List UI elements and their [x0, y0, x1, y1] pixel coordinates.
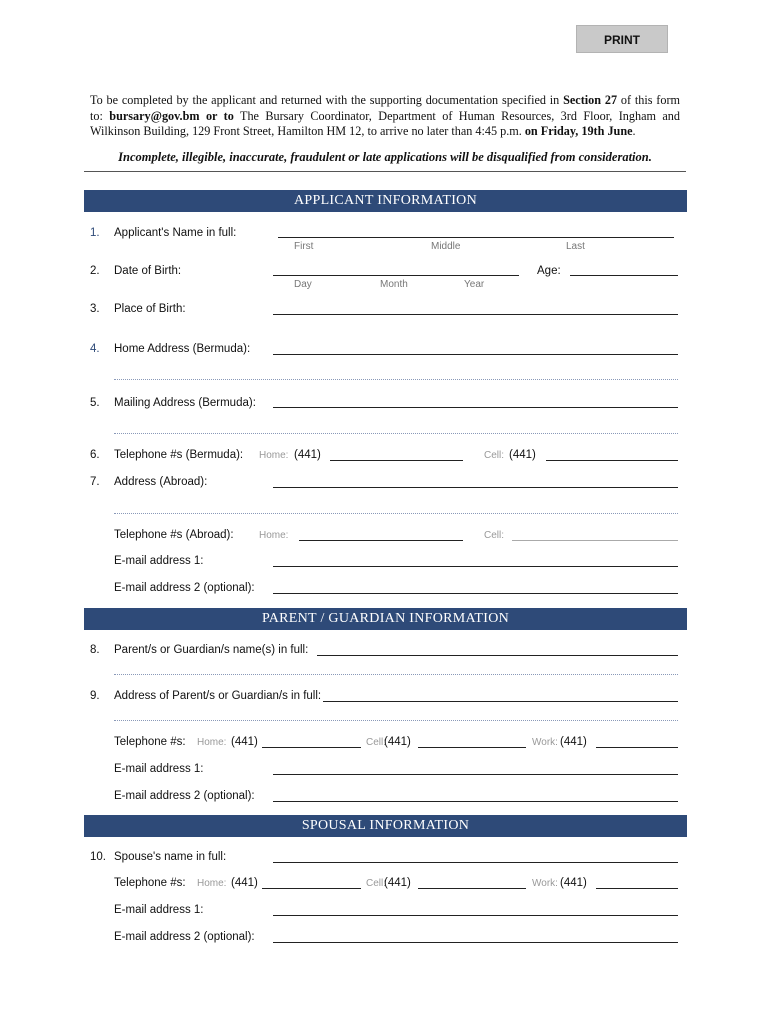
email2-field[interactable] [273, 593, 678, 594]
address-abroad-field-line2[interactable] [114, 513, 678, 514]
dob-day-caption: Day [294, 279, 312, 290]
question-number: 10. [90, 851, 106, 863]
area-code: (441) [509, 449, 536, 461]
area-code: (441) [384, 877, 411, 889]
section-reference: Section 27 [563, 93, 618, 107]
dob-month-caption: Month [380, 279, 408, 290]
question-number: 4. [90, 343, 100, 355]
parent-address-field[interactable] [323, 701, 678, 702]
parent-name-field[interactable] [317, 655, 678, 656]
spouse-email1-field[interactable] [273, 915, 678, 916]
place-of-birth-field[interactable] [273, 314, 678, 315]
cell-phone-caption: Cell: [366, 737, 387, 748]
spouse-home-phone-field[interactable] [262, 888, 361, 889]
spouse-name-field[interactable] [273, 862, 678, 863]
section-header-applicant: APPLICANT INFORMATION [84, 190, 687, 212]
spouse-email1-label: E-mail address 1: [114, 904, 204, 916]
address-abroad-label: Address (Abroad): [114, 476, 208, 488]
mailing-address-label: Mailing Address (Bermuda): [114, 397, 256, 409]
cell-phone-abroad-field[interactable] [512, 540, 678, 541]
area-code: (441) [231, 736, 258, 748]
area-code: (441) [384, 736, 411, 748]
email2-label: E-mail address 2 (optional): [114, 582, 255, 594]
parent-work-phone-field[interactable] [596, 747, 678, 748]
home-phone-field[interactable] [330, 460, 463, 461]
section-header-parent: PARENT / GUARDIAN INFORMATION [84, 608, 687, 630]
email1-field[interactable] [273, 566, 678, 567]
spouse-email2-label: E-mail address 2 (optional): [114, 931, 255, 943]
work-phone-caption: Work: [532, 737, 558, 748]
date-of-birth-label: Date of Birth: [114, 265, 182, 277]
home-phone-caption: Home: [197, 737, 227, 748]
instructions-paragraph: To be completed by the applicant and returned with the supporting documentation specified in Section 27 of this form to: bursary@gov.bm or to The Bursary Coordinator, Department of Human Resources, 3rd Floor, Ingham and Wilkinson Building, 129 Front Street, Hamilton HM 12, to arrive no later than 4:45 p.m. on Friday, 19th June. [90, 93, 680, 138]
question-number: 1. [90, 227, 100, 239]
age-field[interactable] [570, 275, 678, 276]
parent-email2-label: E-mail address 2 (optional): [114, 790, 255, 802]
date-of-birth-field[interactable] [273, 275, 519, 276]
deadline-date: on Friday, 19th June [524, 124, 633, 138]
parent-cell-phone-field[interactable] [418, 747, 526, 748]
spouse-work-phone-field[interactable] [596, 888, 678, 889]
age-label: Age: [537, 265, 561, 277]
cell-phone-caption: Cell: [484, 450, 505, 461]
name-middle-caption: Middle [431, 241, 461, 252]
applicant-name-label: Applicant's Name in full: [114, 227, 237, 239]
parent-name-field-line2[interactable] [114, 674, 678, 675]
area-code: (441) [560, 736, 587, 748]
dob-year-caption: Year [464, 279, 485, 290]
applicant-name-field[interactable] [278, 237, 674, 238]
home-phone-caption: Home: [259, 450, 289, 461]
cell-phone-caption: Cell: [366, 878, 387, 889]
parent-home-phone-field[interactable] [262, 747, 361, 748]
parent-address-field-line2[interactable] [114, 720, 678, 721]
address-abroad-field[interactable] [273, 487, 678, 488]
question-number: 7. [90, 476, 100, 488]
mailing-address-field-line2[interactable] [114, 433, 678, 434]
submission-email: bursary@gov.bm or to [109, 108, 234, 123]
mailing-address-field[interactable] [273, 407, 678, 408]
spouse-email2-field[interactable] [273, 942, 678, 943]
parent-name-label: Parent/s or Guardian/s name(s) in full: [114, 644, 309, 656]
telephone-abroad-label: Telephone #s (Abroad): [114, 529, 234, 541]
spouse-name-label: Spouse's name in full: [114, 851, 227, 863]
spouse-telephone-label: Telephone #s: [114, 877, 186, 889]
print-button[interactable]: PRINT [576, 25, 668, 53]
question-number: 3. [90, 303, 100, 315]
home-phone-caption: Home: [259, 530, 289, 541]
question-number: 8. [90, 644, 100, 656]
question-number: 6. [90, 449, 100, 461]
home-address-field[interactable] [273, 354, 678, 355]
cell-phone-caption: Cell: [484, 530, 505, 541]
place-of-birth-label: Place of Birth: [114, 303, 186, 315]
parent-address-label: Address of Parent/s or Guardian/s in full: [114, 690, 322, 702]
home-address-field-line2[interactable] [114, 379, 678, 380]
home-phone-abroad-field[interactable] [299, 540, 463, 541]
name-first-caption: First [294, 241, 314, 252]
email1-label: E-mail address 1: [114, 555, 204, 567]
parent-email1-field[interactable] [273, 774, 678, 775]
name-last-caption: Last [566, 241, 585, 252]
area-code: (441) [294, 449, 321, 461]
area-code: (441) [231, 877, 258, 889]
question-number: 9. [90, 690, 100, 702]
parent-email1-label: E-mail address 1: [114, 763, 204, 775]
spouse-cell-phone-field[interactable] [418, 888, 526, 889]
parent-email2-field[interactable] [273, 801, 678, 802]
area-code: (441) [560, 877, 587, 889]
home-phone-caption: Home: [197, 878, 227, 889]
telephone-bermuda-label: Telephone #s (Bermuda): [114, 449, 244, 461]
home-address-label: Home Address (Bermuda): [114, 343, 251, 355]
work-phone-caption: Work: [532, 878, 558, 889]
question-number: 2. [90, 265, 100, 277]
cell-phone-field[interactable] [546, 460, 678, 461]
divider [84, 171, 686, 172]
disqualification-warning: Incomplete, illegible, inaccurate, fraudulent or late applications will be disqualified from consideration. [118, 150, 652, 164]
question-number: 5. [90, 397, 100, 409]
parent-telephone-label: Telephone #s: [114, 736, 186, 748]
section-header-spousal: SPOUSAL INFORMATION [84, 815, 687, 837]
